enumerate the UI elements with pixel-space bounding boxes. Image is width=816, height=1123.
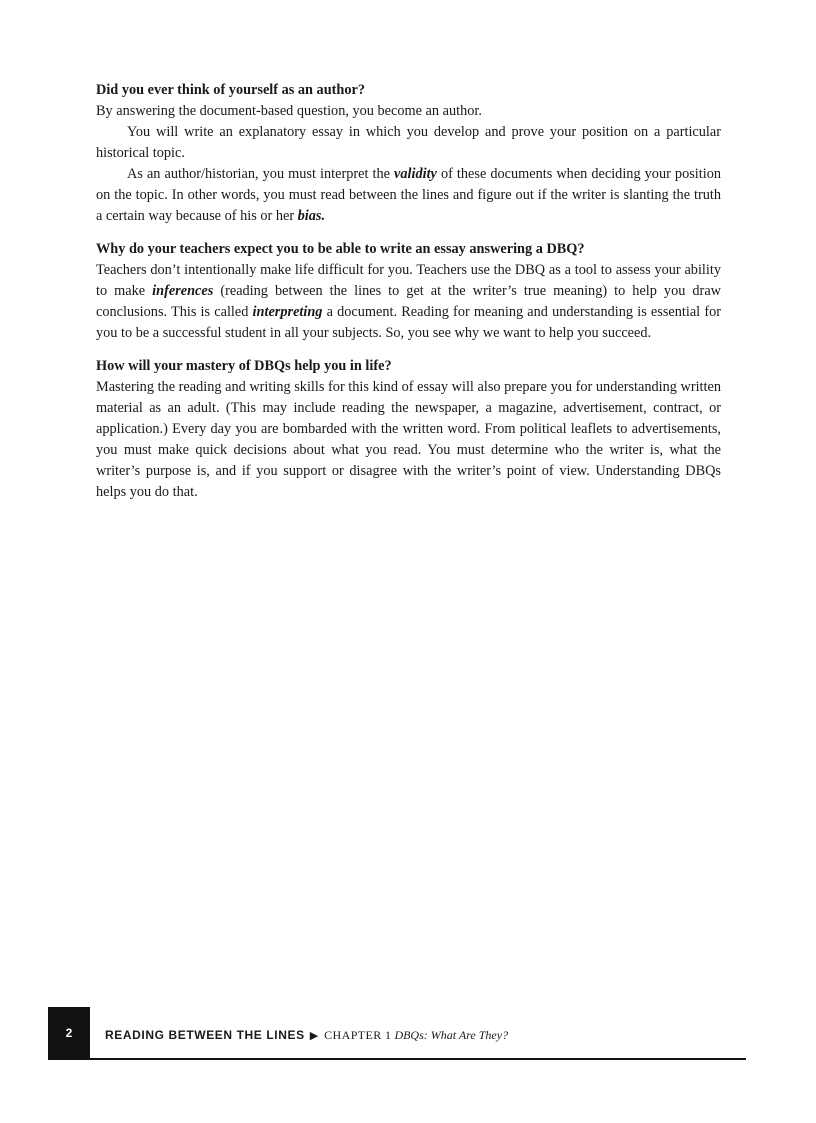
section-heading: Did you ever think of yourself as an author? (96, 82, 366, 98)
page-body (96, 80, 721, 515)
text-run: (reading between the lines to get at the writer’s true meaning) to help you draw conclusions. This is called (96, 283, 721, 320)
footer-rule (48, 1058, 746, 1060)
paragraph: By answering the document-based question, you become an author. (96, 103, 482, 119)
page-footer (48, 1007, 746, 1060)
section-life (96, 356, 721, 503)
paragraph: Mastering the reading and writing skills for this kind of essay will also prepare you for understanding written material as an adult. (This may include reading the newspaper, a magazine, advertisement, contract, or application.) Every day you are bombarded with the written word. From political leaflets to advertisements, you must make quick decisions about what you read. You must determine who the writer is, what the writer’s purpose is, and if you support or disagree with the writer’s point of view. Understanding DBQs helps you do that. (96, 379, 721, 500)
paragraph (96, 260, 721, 344)
section-heading: Why do your teachers expect you to be able to write an essay answering a DBQ? (96, 241, 585, 257)
triangle-arrow-icon: ▶ (309, 1029, 319, 1042)
page-number: 2 (48, 1007, 90, 1060)
chapter-label: CHAPTER 1 (324, 1028, 392, 1042)
emphasis-validity: validity (394, 166, 437, 182)
emphasis-interpreting: interpreting (252, 304, 323, 320)
chapter-title: DBQs: What Are They? (394, 1028, 509, 1042)
section-heading: How will your mastery of DBQs help you in life? (96, 358, 392, 374)
emphasis-inferences: inferences (152, 283, 214, 299)
paragraph (96, 164, 721, 227)
running-footer (105, 1027, 508, 1044)
paragraph: You will write an explanatory essay in which you develop and prove your position on a particular historical topic. (96, 124, 721, 161)
section-author (96, 80, 721, 227)
emphasis-bias: bias. (297, 208, 326, 224)
text-run: a document. Reading for meaning and understanding is essential for you to be a successful student in all your subjects. So, you see why we want to help you succeed. (96, 304, 721, 341)
book-title: READING BETWEEN THE LINES (105, 1028, 305, 1042)
text-run: of these documents when deciding your position on the topic. In other words, you must read between the lines and figure out if the writer is slanting the truth a certain way because of his or her (96, 166, 721, 224)
text-run: Teachers don’t intentionally make life difficult for you. Teachers use the DBQ as a tool to assess your ability to make (96, 262, 721, 299)
section-teachers (96, 239, 721, 344)
text-run: As an author/historian, you must interpret the (127, 166, 395, 182)
